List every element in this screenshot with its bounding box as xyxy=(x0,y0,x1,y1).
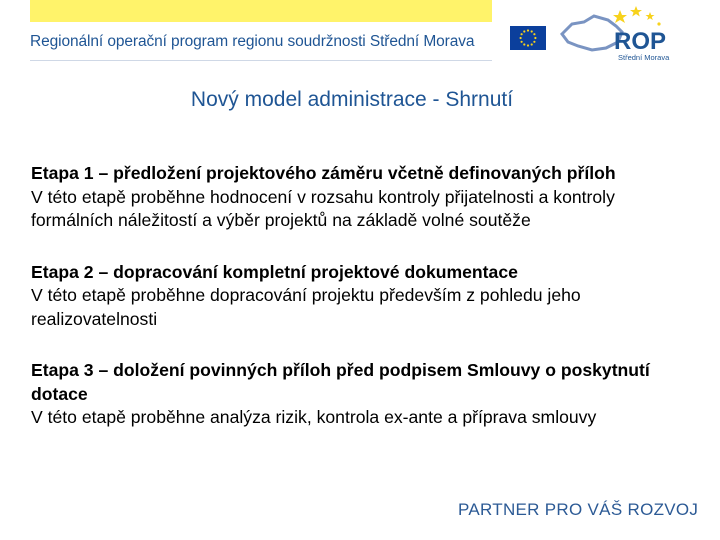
rop-logo-subtitle: Střední Morava xyxy=(618,53,670,62)
footer-slogan: PARTNER PRO VÁŠ ROZVOJ xyxy=(458,500,699,519)
stage-1-heading: Etapa 1 – předložení projektového záměru včetně definovaných příloh xyxy=(31,163,616,183)
rop-logo-text: ROP xyxy=(614,28,667,55)
stage-3 xyxy=(31,359,699,430)
rop-logo xyxy=(558,2,698,64)
stage-2-heading: Etapa 2 – dopracování kompletní projektové dokumentace xyxy=(31,261,518,282)
stage-3-heading: Etapa 3 – doložení povinných příloh před podpisem Smlouvy o poskytnutí dotace xyxy=(31,360,650,404)
header-divider xyxy=(30,60,492,61)
slide-title-text: Nový model administrace - Shrnutí xyxy=(190,88,514,111)
stage-3-text: V této etapě proběhne analýza rizik, kontrola ex-ante a příprava smlouvy xyxy=(31,407,597,427)
stage-2 xyxy=(31,261,699,332)
stage-2-text: V této etapě proběhne dopracování projektu především z pohledu jeho realizovatelnosti xyxy=(31,285,581,329)
header-color-bar xyxy=(30,0,492,22)
program-title: Regionální operační program regionu soudržnosti Střední Morava xyxy=(30,33,475,50)
stage-1 xyxy=(31,162,699,233)
eu-flag-icon xyxy=(510,26,546,50)
slide-title xyxy=(0,88,720,112)
stage-1-text: V této etapě proběhne hodnocení v rozsahu kontroly přijatelnosti a kontroly formálních náležitostí a výběr projektů na základě volné soutěže xyxy=(31,186,615,230)
slide-content xyxy=(31,162,699,430)
